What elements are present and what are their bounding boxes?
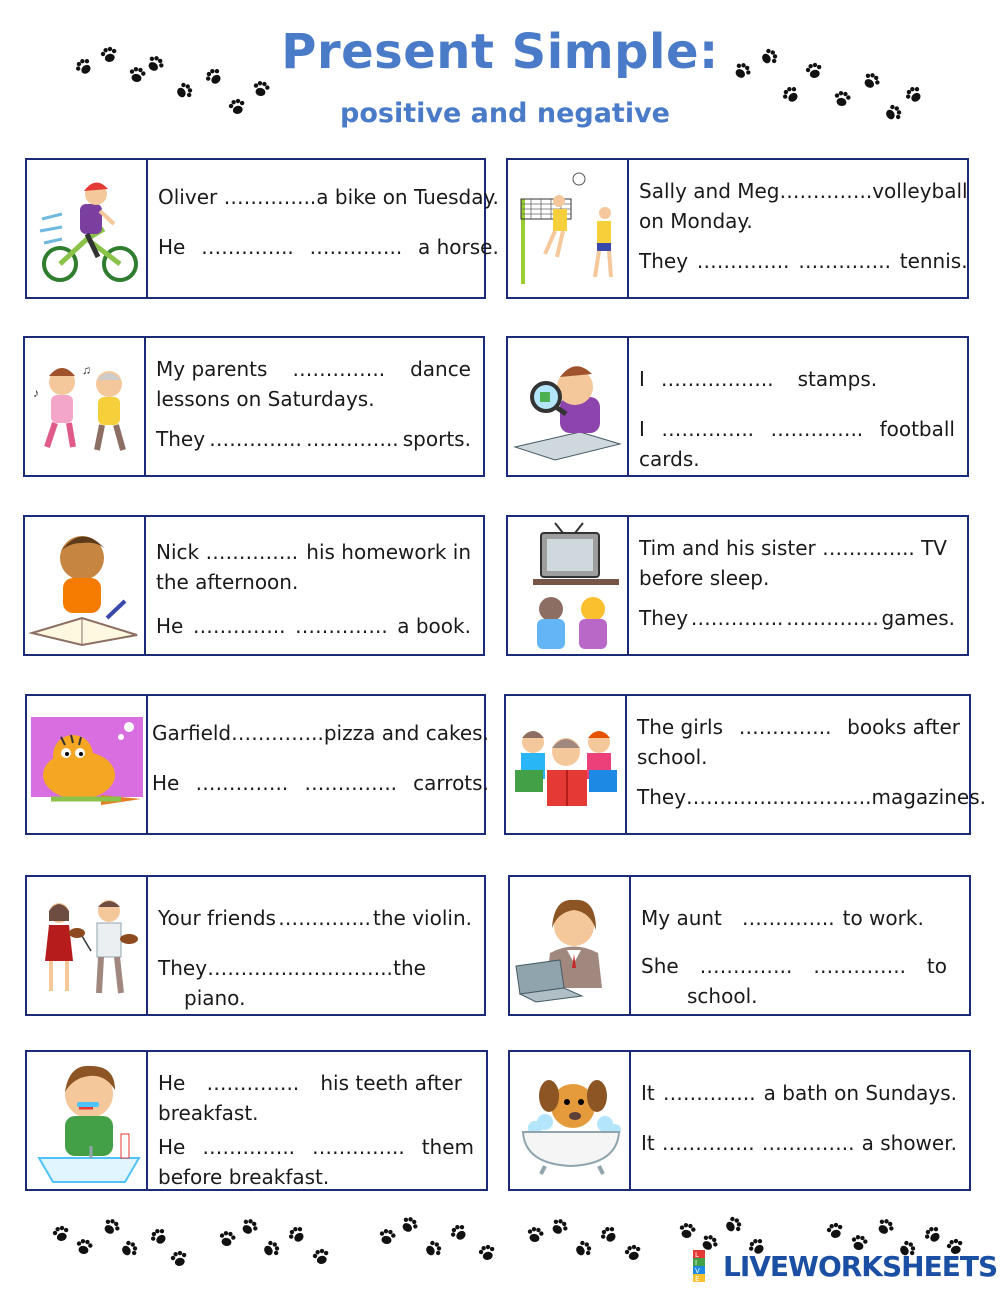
children-reading-picture	[506, 696, 627, 833]
sentence-text: They	[639, 606, 689, 630]
exercise-card-girls	[504, 694, 986, 835]
exercise-card-friends	[25, 875, 486, 1016]
answer-blank[interactable]: …………..	[206, 1071, 300, 1095]
paw-print-icon	[98, 1214, 123, 1239]
exercise-card-oliver	[25, 158, 499, 299]
paw-print-icon	[168, 1248, 190, 1270]
sentence-text: Your friends	[158, 906, 276, 930]
paw-print-icon	[377, 1227, 398, 1248]
paw-print-icon	[50, 1223, 72, 1245]
sentence-text: the violin.	[373, 906, 472, 930]
paw-print-icon	[310, 1246, 332, 1268]
sentence-text: a bike on Tuesday.	[316, 185, 499, 209]
paw-print-icon	[117, 1237, 142, 1262]
couple-dancing-picture	[25, 338, 146, 475]
sentence-text: his teeth after	[320, 1071, 462, 1095]
sentence-text: a shower.	[861, 1131, 957, 1155]
boy-doing-homework-picture	[25, 517, 146, 654]
exercise-card-parents	[23, 336, 485, 477]
girls-playing-volleyball-picture	[508, 160, 629, 297]
sentence-text: magazines.	[871, 785, 986, 809]
svg-text:E: E	[695, 1275, 700, 1282]
sentence-text: games.	[881, 606, 955, 630]
boy-with-magnifier-picture	[508, 338, 629, 475]
answer-blank[interactable]: …………..	[813, 954, 906, 978]
paw-print-icon	[872, 1214, 897, 1239]
exercise-card-tim	[506, 515, 969, 656]
answer-blank[interactable]: …………..	[309, 235, 403, 259]
answer-blank[interactable]: …………..	[209, 427, 302, 451]
svg-text:V: V	[695, 1267, 700, 1275]
exercise-card-sally	[506, 158, 969, 299]
sentence-text: My parents	[156, 357, 268, 381]
paw-print-icon	[74, 1237, 95, 1258]
paw-print-icon	[446, 1220, 471, 1245]
sentence-text: a bath on Sundays.	[763, 1081, 957, 1105]
svg-text:I: I	[695, 1259, 698, 1267]
paw-print-icon	[721, 1213, 746, 1238]
paw-print-icon	[677, 1221, 698, 1242]
boy-riding-bike-picture	[27, 160, 148, 297]
answer-blank[interactable]: …………..	[778, 785, 872, 809]
sentence-text: Oliver …………..	[158, 185, 317, 209]
svg-text:♪: ♪	[33, 385, 39, 400]
dog-in-bath-picture	[510, 1052, 631, 1189]
sentence-text: football	[879, 417, 955, 441]
paw-print-icon	[824, 1220, 846, 1242]
answer-blank[interactable]: …………..	[741, 906, 835, 930]
answer-blank[interactable]: …………..	[822, 536, 915, 560]
answer-blank[interactable]: …………..	[690, 606, 784, 630]
sentence-text: He	[156, 614, 184, 638]
answer-blank[interactable]: …………..	[738, 715, 832, 739]
sentence-text: They	[156, 427, 206, 451]
answer-blank[interactable]: …………..	[770, 417, 864, 441]
paw-print-icon	[259, 1237, 284, 1262]
answer-blank[interactable]: …………..	[696, 249, 790, 273]
paw-print-icon	[251, 79, 272, 100]
answer-blank[interactable]: …………..	[699, 954, 793, 978]
answer-blank[interactable]: …………..	[305, 427, 399, 451]
garfield-cat-picture	[27, 696, 148, 833]
sentence-text: They	[637, 785, 687, 809]
paw-print-icon	[284, 1222, 309, 1247]
exercise-card-dog	[508, 1050, 971, 1191]
sentence-text: a book.	[397, 614, 471, 638]
sentence-text: I	[639, 367, 645, 391]
sentence-text: a horse.	[417, 235, 499, 259]
answer-blank[interactable]: …………..	[292, 357, 386, 381]
sentence-text: school.	[687, 984, 758, 1008]
kids-playing-violin-picture	[27, 877, 148, 1014]
paw-print-icon	[596, 1222, 621, 1247]
answer-blank[interactable]: …………..	[661, 1131, 755, 1155]
sentence-text: breakfast.	[158, 1101, 259, 1125]
sentence-text: school.	[637, 745, 708, 769]
paw-print-icon	[236, 1214, 261, 1239]
sentence-text: before breakfast.	[158, 1165, 330, 1189]
exercise-card-teeth	[25, 1050, 488, 1191]
svg-text:♫: ♫	[82, 362, 91, 377]
answer-blank[interactable]: …………..	[761, 1131, 855, 1155]
paw-print-icon	[396, 1212, 421, 1237]
paw-print-icon	[546, 1214, 571, 1239]
paw-print-icon	[217, 1229, 238, 1250]
exercise-card-garfield	[25, 694, 489, 835]
answer-blank[interactable]: …………..	[304, 771, 398, 795]
sentence-text: stamps.	[797, 367, 878, 391]
sentence-text: books after	[847, 715, 960, 739]
kids-watching-tv-picture	[508, 517, 629, 654]
paw-print-icon	[920, 1222, 945, 1247]
paw-print-icon	[571, 1237, 596, 1262]
logo-text: LIVEWORKSHEETS	[723, 1249, 998, 1283]
sentence-text: The girls	[637, 715, 724, 739]
sentence-text: piano.	[184, 986, 246, 1010]
sentence-text: I	[639, 417, 645, 441]
answer-blank[interactable]: …………..	[686, 785, 779, 809]
exercise-card-stamps	[506, 336, 969, 477]
answer-blank[interactable]: …………..	[300, 956, 393, 980]
answer-blank[interactable]: …………..	[786, 606, 879, 630]
sentence-text: volleyball	[872, 179, 968, 203]
answer-blank[interactable]: …………..	[278, 906, 371, 930]
logo-badge-icon	[693, 1250, 719, 1282]
paw-print-icon	[525, 1225, 546, 1246]
sentence-text: TV	[921, 536, 947, 560]
sentence-text: pizza and cakes.	[323, 721, 489, 745]
sentence-text: on Monday.	[639, 209, 753, 233]
sentence-text: They	[158, 956, 208, 980]
sentence-text: Sally and Meg	[639, 179, 780, 203]
sentence-text: before sleep.	[639, 566, 770, 590]
paw-print-icon	[476, 1242, 498, 1264]
sentence-text: She	[641, 954, 679, 978]
answer-blank[interactable]: …………..	[207, 956, 300, 980]
woman-at-laptop-picture	[510, 877, 631, 1014]
page-title: Present Simple:	[281, 24, 719, 80]
sentence-text: My aunt	[641, 906, 722, 930]
exercise-card-aunt	[508, 875, 971, 1016]
paw-print-icon	[421, 1237, 446, 1262]
sentence-text: to	[926, 954, 947, 978]
paw-print-icon	[832, 89, 853, 110]
sentence-text: He	[152, 771, 180, 795]
sentence-text: He	[158, 1071, 186, 1095]
answer-blank[interactable]: …………..	[661, 417, 755, 441]
sentence-text: It	[641, 1081, 655, 1105]
answer-blank[interactable]: …………..	[295, 614, 388, 638]
liveworksheets-logo[interactable]	[693, 1250, 997, 1282]
paw-print-icon	[622, 1242, 644, 1264]
answer-blank[interactable]: …………..	[201, 235, 294, 259]
sentence-text: Garfield	[152, 721, 232, 745]
sentence-text: carrots.	[413, 771, 489, 795]
sentence-text: It	[641, 1131, 655, 1155]
sentence-text: to work.	[842, 906, 924, 930]
answer-blank[interactable]: …………..	[798, 249, 891, 273]
sentence-text: They	[639, 249, 689, 273]
page-subtitle: positive and negative	[340, 98, 670, 129]
sentence-text: Tim and his sister	[639, 536, 816, 560]
answer-blank[interactable]: ……………..	[660, 367, 774, 391]
sentence-text: He	[158, 1135, 186, 1159]
sentence-text: cards.	[639, 447, 700, 471]
sentence-text: his homework in	[306, 540, 471, 564]
paw-print-icon	[146, 1224, 171, 1249]
sentence-text: tennis.	[899, 249, 968, 273]
sentence-text: the	[393, 956, 426, 980]
answer-blank[interactable]: …………..	[779, 179, 873, 203]
svg-text:L: L	[695, 1251, 699, 1259]
sentence-text: He	[158, 235, 186, 259]
answer-blank[interactable]: …………..	[202, 1135, 296, 1159]
sentence-text: lessons on Saturdays.	[156, 387, 375, 411]
answer-blank[interactable]: …………..	[195, 771, 289, 795]
boy-brushing-teeth-picture	[27, 1052, 148, 1189]
sentence-text: sports.	[402, 427, 471, 451]
sentence-text: them	[421, 1135, 474, 1159]
answer-blank[interactable]: …………..	[231, 721, 324, 745]
sentence-text: Nick …………..	[156, 540, 299, 564]
sentence-text: dance	[410, 357, 471, 381]
exercise-card-nick	[23, 515, 485, 656]
answer-blank[interactable]: …………..	[312, 1135, 405, 1159]
answer-blank[interactable]: …………..	[662, 1081, 756, 1105]
answer-blank[interactable]: …………..	[192, 614, 286, 638]
sentence-text: the afternoon.	[156, 570, 299, 594]
